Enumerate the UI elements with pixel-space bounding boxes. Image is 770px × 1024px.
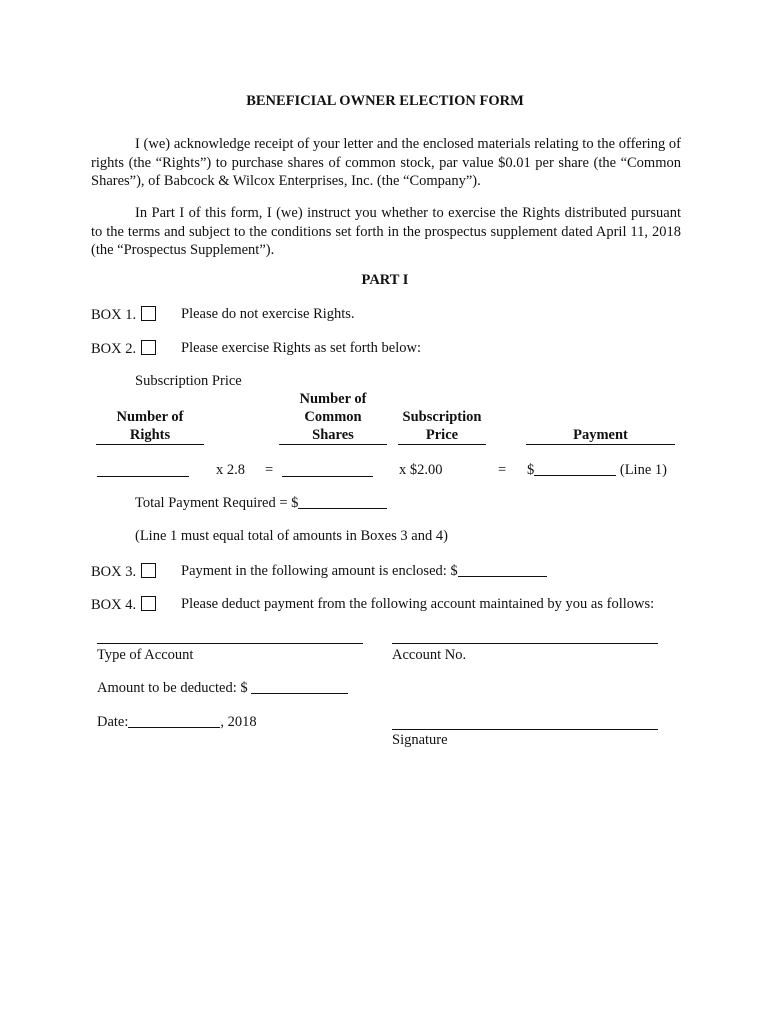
account-no-line[interactable] [392, 643, 658, 644]
box2-text: Please exercise Rights as set forth below: [181, 340, 421, 356]
part-heading: PART I [361, 272, 409, 288]
total-payment-blank[interactable] [298, 495, 387, 509]
instruction-paragraph: In Part I of this form, I (we) instruct you whether to exercise the Rights distributed pursuant to the terms and subject to the conditions set forth in the prospectus supplement dated April 11, 2018 (the “Prospectus Supplement”). [91, 205, 681, 258]
type-of-account-label: Type of Account [97, 647, 194, 663]
multiplier: x 2.8 [216, 462, 245, 478]
form-title: BENEFICIAL OWNER ELECTION FORM [246, 93, 524, 109]
date-field: Date: , 2018 [97, 714, 257, 730]
signature-label: Signature [392, 732, 448, 748]
header-number-of-rights: Number of Rights [96, 408, 204, 445]
line1-note: (Line 1 must equal total of amounts in Boxes 3 and 4) [135, 528, 448, 544]
date-blank[interactable] [128, 714, 220, 728]
box2-label: BOX 2. [91, 340, 156, 358]
signature-line[interactable] [392, 729, 658, 730]
rights-blank[interactable] [97, 476, 189, 477]
header-number-of-common-shares: Number of Common Shares [279, 390, 387, 445]
equals-sign-2: = [498, 462, 507, 478]
box3-text: Payment in the following amount is enclosed: $ [181, 563, 547, 580]
equals-sign-1: = [265, 462, 274, 478]
header-payment: Payment [526, 426, 675, 445]
header-subscription-price: Subscription Price [398, 408, 486, 445]
box2-checkbox[interactable] [141, 340, 156, 355]
amount-deducted: Amount to be deducted: $ [97, 680, 348, 697]
box3-checkbox[interactable] [141, 563, 156, 578]
enclosed-amount-blank[interactable] [458, 563, 547, 577]
box4-checkbox[interactable] [141, 596, 156, 611]
subscription-price-label: Subscription Price [135, 373, 242, 389]
amount-deducted-blank[interactable] [251, 680, 348, 694]
box4-label: BOX 4. [91, 596, 156, 614]
shares-blank[interactable] [282, 476, 373, 477]
payment-field: $ (Line 1) [527, 462, 667, 478]
intro-paragraph: I (we) acknowledge receipt of your letter and the enclosed materials relating to the offering of rights (the “Rights”) to purchase shares of common stock, par value $0.01 per share (the “Common Shares”), of Babcock & Wilcox Enterprises, Inc. (the “Company”). [91, 136, 681, 189]
type-of-account-line[interactable] [97, 643, 363, 644]
box1-text: Please do not exercise Rights. [181, 306, 355, 322]
payment-blank[interactable] [534, 462, 616, 476]
price-value: x $2.00 [399, 462, 443, 478]
box4-text: Please deduct payment from the following account maintained by you as follows: [181, 596, 655, 612]
box1-label: BOX 1. [91, 306, 156, 324]
account-no-label: Account No. [392, 647, 467, 663]
total-payment: Total Payment Required = $ [135, 495, 387, 512]
box1-checkbox[interactable] [141, 306, 156, 321]
box3-label: BOX 3. [91, 563, 156, 581]
